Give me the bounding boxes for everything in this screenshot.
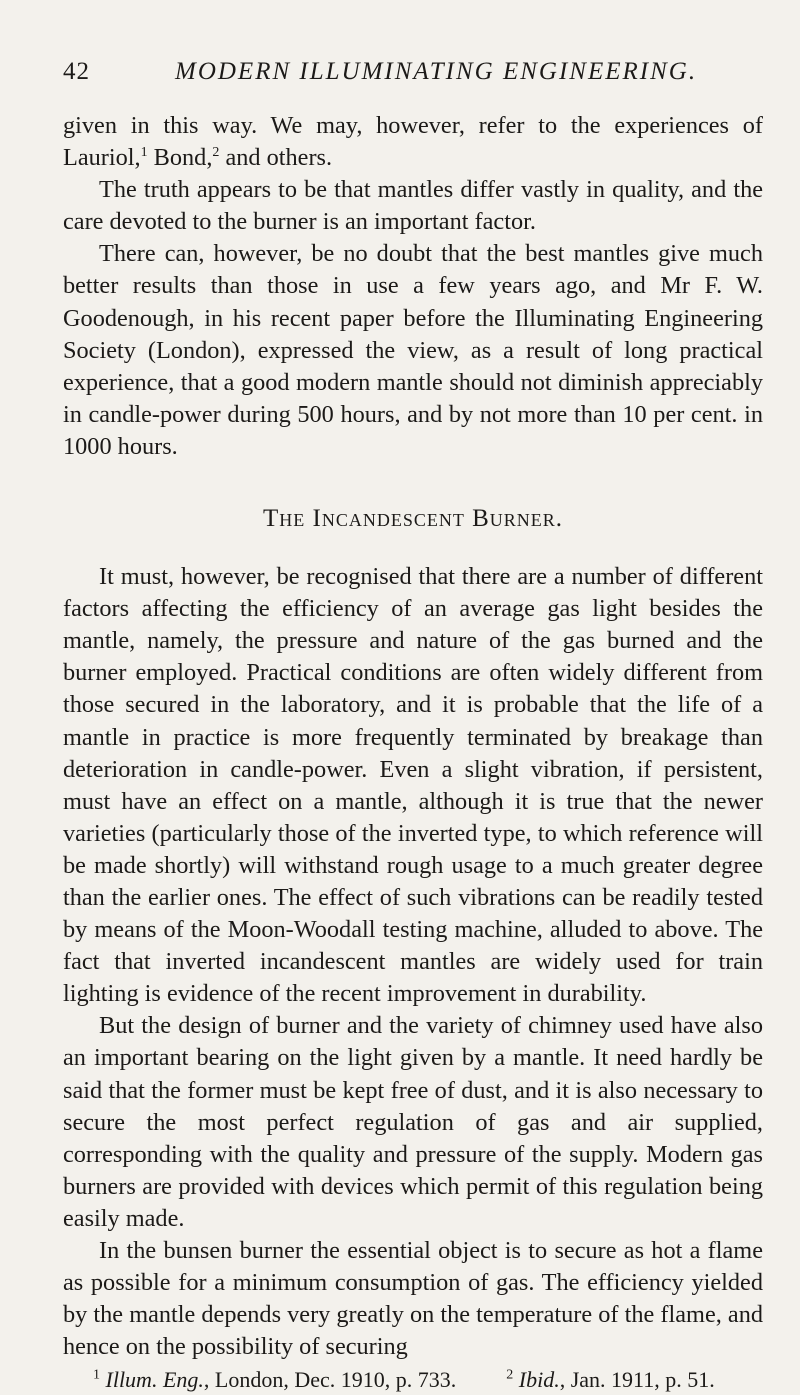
paragraph-6: In the bunsen burner the essential object is to secure as hot a flame as possible for a minimum consumption of gas. The efficiency yielded by the mantle depends very greatly on the temperature of the flame, and hence on the possibility of securing — [63, 1237, 763, 1361]
footnote-source: Illum. Eng. — [105, 1367, 204, 1393]
paragraph-1-start: given in this way. We may, however, refer to the experiences of Lauriol, — [63, 112, 763, 172]
footnote-marker: 1 — [93, 1368, 100, 1384]
section-heading: The Incandescent Burner. — [262, 505, 564, 533]
paragraph-2: The truth appears to be that mantles differ vastly in quality, and the care devoted to the burner is an important factor. — [63, 176, 763, 236]
page-number: 42 — [63, 58, 90, 85]
footnote-2 — [506, 1365, 714, 1395]
footnote-ref-1: 1 — [140, 145, 148, 160]
running-head — [63, 58, 763, 98]
paragraph-1 — [63, 110, 763, 174]
footnote-ref-2: 2 — [212, 145, 220, 160]
footnotes — [93, 1365, 763, 1395]
footnote-marker: 2 — [506, 1368, 514, 1384]
paragraph-1-mid: Bond, — [147, 144, 213, 172]
paragraph-4: It must, however, be recognised that there are a number of different factors affecting the efficiency of an average gas light besides the mantle, namely, the pressure and nature of the gas burned and the burner employed. Practical conditions are often widely different from those secured in the laboratory, and it is probable that the life of a mantle in practice is more frequently terminated by breakage than deterioration in candle-power. Even a slight vibration, if persistent, must have an effect on a mantle, although it is true that the newer varieties (particularly those of the inverted type, to which reference will be made shortly) will withstand rough usage to a much greater degree than the earlier ones. The effect of such vibrations can be readily tested by means of the Moon-Woodall testing machine, alluded to above. The fact that inverted incandescent mantles are widely used for train lighting is evidence of the recent improvement in durability. — [63, 563, 763, 1008]
paragraph-3: There can, however, be no doubt that the best mantles give much better results than those in use a few years ago, and Mr F. W. Goodenough, in his recent paper before the Illuminating Engineering Society (London), expressed the view, as a result of long practical experience, that a good modern mantle should not diminish appreciably in candle-power during 500 hours, and by not more than 10 per cent. in 1000 hours. — [63, 240, 763, 460]
paragraph-5: But the design of burner and the variety of chimney used have also an important bearing on the light given by a mantle. It need hardly be said that the former must be kept free of dust, and it is also necessary to secure the most perfect regulation of gas and air supplied, corresponding with the quality and pressure of the supply. Modern gas burners are provided with devices which permit of this regulation being easily made. — [63, 1012, 763, 1232]
footnote-1 — [93, 1365, 456, 1395]
footnote-source: Ibid. — [518, 1367, 560, 1393]
running-head-title: MODERN ILLUMINATING ENGINEERING. — [175, 58, 698, 85]
book-page — [63, 58, 763, 1395]
footnote-text: , Jan. 1911, p. 51. — [559, 1367, 715, 1393]
footnote-text: , London, Dec. 1910, p. 733. — [203, 1367, 457, 1393]
paragraph-1-end: and others. — [219, 144, 333, 172]
